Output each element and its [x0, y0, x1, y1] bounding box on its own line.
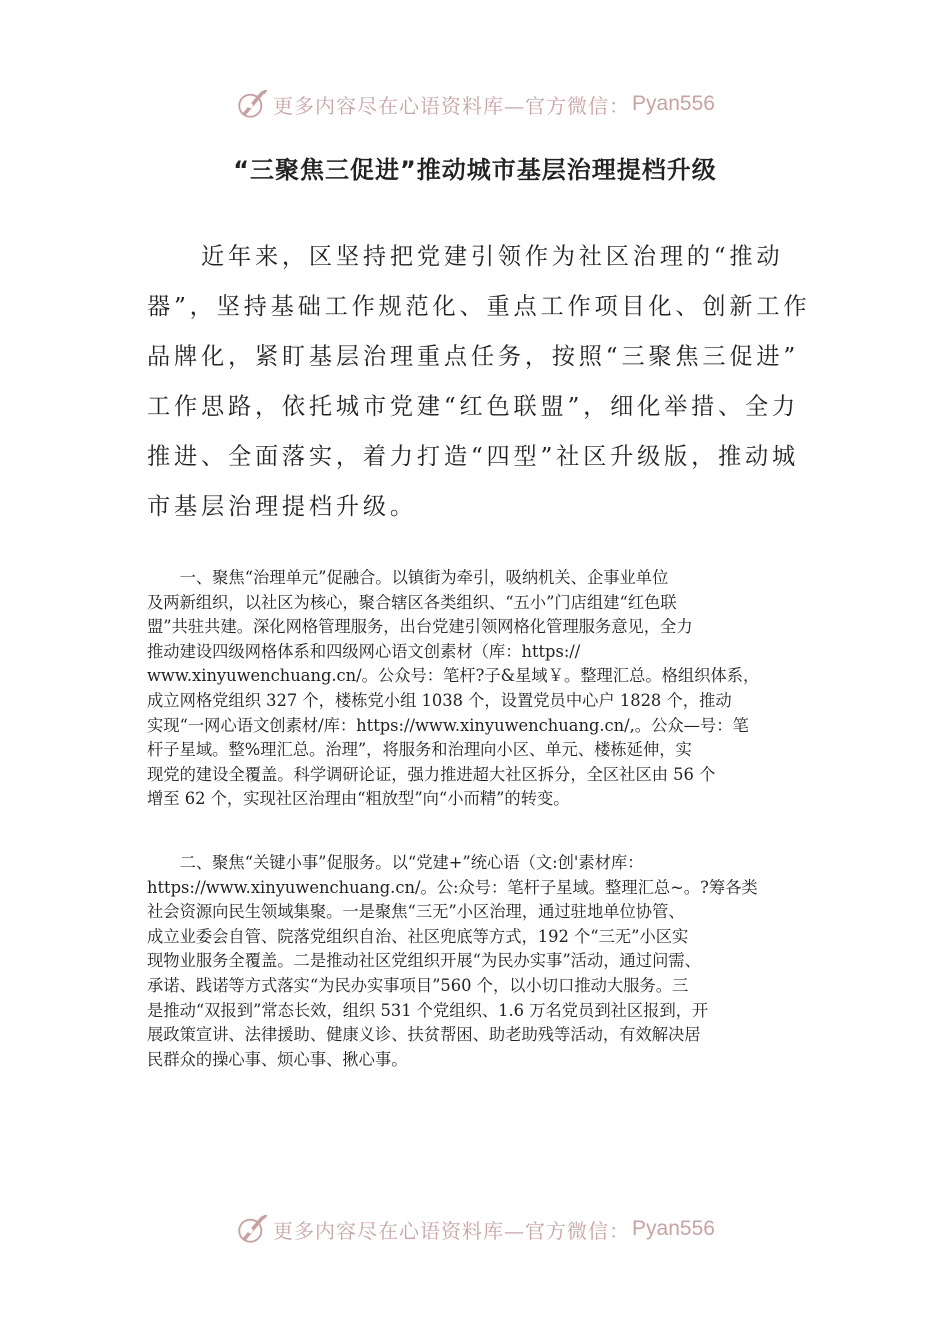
text-line: 推进、全面落实，着力打造“四型”社区升级版，推动城 — [147, 443, 800, 470]
text-line: 近年来，区坚持把党建引领作为社区治理的“推动 — [147, 243, 784, 270]
text-line: 工作思路，依托城市党建“红色联盟”，细化举措、全力 — [147, 393, 800, 420]
text-line: 实现“一网心语文创素材/库：https://www.xinyuwenchuang.cn/,。公众—号：笔 — [147, 715, 749, 735]
text-line: 承诺、践诺等方式落实“为民办实事项目”560 个，以小切口推动大服务。三 — [147, 975, 689, 995]
text-line: 二、聚焦“关键小事”促服务。以“党建+”统心语（文:创'素材库： — [147, 853, 644, 872]
section-two-paragraph — [147, 851, 807, 1072]
banner-text: 更多内容尽在心语资料库—官方微信： — [273, 1218, 631, 1243]
text-line: 现物业服务全覆盖。二是推动社区党组织开展“为民办实事”活动，通过问需、 — [147, 951, 701, 971]
text-line: 民群众的操心事、烦心事、揪心事。 — [147, 1049, 408, 1069]
text-line: 成立业委会自管、院落党组织自治、社区兜底等方式，192 个“三无”小区实 — [147, 926, 689, 946]
text-line: 社会资源向民生领域集聚。一是聚焦“三无”小区治理，通过驻地单位协管、 — [147, 902, 685, 922]
text-line: 市基层治理提档升级。 — [147, 493, 417, 520]
text-line: 品牌化，紧盯基层治理重点任务，按照“三聚焦三促进” — [147, 343, 800, 370]
banner-wechat-id: Pyan556 — [632, 1217, 715, 1240]
quill-logo-icon — [235, 87, 269, 121]
document-title: “三聚焦三促进”推动城市基层治理提档升级 — [233, 156, 717, 184]
quill-logo-icon — [235, 1212, 269, 1246]
text-line: 现党的建设全覆盖。科学调研论证，强力推进超大社区拆分，全区社区由 56 个 — [147, 764, 716, 784]
text-line: 及两新组织，以社区为核心，聚合辖区各类组织、“五小”门店组建“红色联 — [147, 592, 677, 612]
banner-text: 更多内容尽在心语资料库—官方微信： — [273, 93, 631, 118]
text-line: 增至 62 个，实现社区治理由“粗放型”向“小而精”的转变。 — [147, 789, 570, 809]
text-line: 成立网格党组织 327 个，楼栋党小组 1038 个，设置党员中心户 1828 个，推动 — [147, 690, 732, 710]
text-line: 展政策宣讲、法律援助、健康义诊、扶贫帮困、助老助残等活动，有效解决居 — [147, 1025, 701, 1045]
text-line: 推动建设四级网格体系和四级网心语文创素材（库：https:// — [147, 641, 581, 661]
text-line: 是推动“双报到”常态长效，组织 531 个党组织、1.6 万名党员到社区报到，开 — [147, 1000, 709, 1020]
section-one-paragraph — [147, 566, 807, 812]
header-watermark-banner — [0, 84, 950, 124]
text-line: 盟”共驻共建。深化网格管理服务，出台党建引领网格化管理服务意见，全力 — [147, 617, 693, 637]
footer-watermark-banner — [0, 1209, 950, 1249]
text-line: 一、聚焦“治理单元”促融合。以镇街为牵引，吸纳机关、企事业单位 — [147, 568, 669, 587]
banner-wechat-id: Pyan556 — [632, 92, 715, 115]
text-line: 杆子星域。整%理汇总。治理”，将服务和治理向小区、单元、楼栋延伸，实 — [147, 740, 692, 760]
text-line: www.xinyuwenchuang.cn/。公众号：笔杆?子&星域￥。整理汇总。格组织体系， — [147, 666, 760, 686]
text-line: 器”，坚持基础工作规范化、重点工作项目化、创新工作 — [147, 293, 811, 320]
lead-paragraph — [147, 232, 811, 532]
text-line: https://www.xinyuwenchuang.cn/。公:众号：笔杆子星域。整理汇总~。?筹各类 — [147, 877, 758, 897]
